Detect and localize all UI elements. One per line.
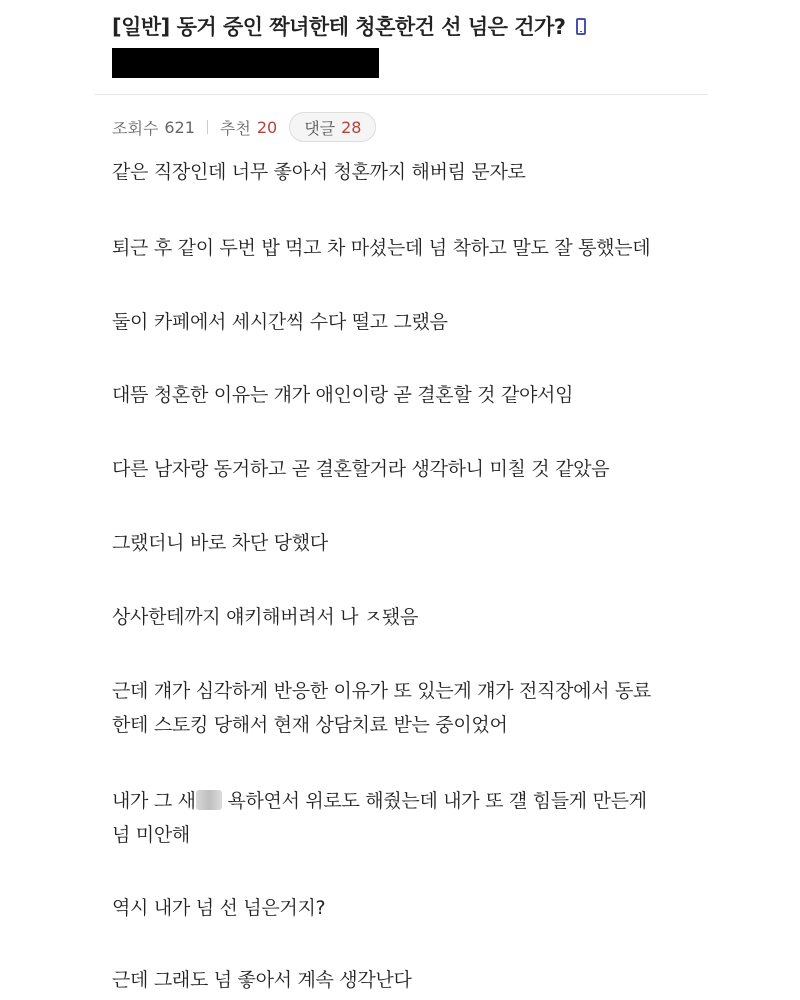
paragraph-line xyxy=(112,784,712,818)
paragraph-line: 그랬더니 바로 차단 당했다 xyxy=(112,532,328,554)
body-paragraph-5 xyxy=(112,452,712,486)
body-paragraph-10 xyxy=(112,891,712,925)
redacted-author-info xyxy=(112,48,379,78)
body-paragraph-1 xyxy=(112,155,712,189)
comments-label: 댓글 xyxy=(304,118,336,138)
body-paragraph-2 xyxy=(112,231,712,265)
post-title: [일반] 동거 중인 짝녀한테 청혼한건 선 넘은 건가? xyxy=(112,15,566,39)
recommend-label: 추천 xyxy=(219,118,251,138)
views-count: 621 xyxy=(164,117,195,137)
paragraph-line: 근데 걔가 심각하게 반응한 이유가 또 있는게 걔가 전직장에서 동료 xyxy=(112,680,652,702)
views-label: 조회수 xyxy=(112,118,159,138)
post-header xyxy=(112,8,712,44)
paragraph-line: 한테 스토킹 당해서 현재 상담치료 받는 중이었어 xyxy=(112,714,508,736)
comments-count: 28 xyxy=(341,117,362,137)
paragraph-line: 대뜸 청혼한 이유는 걔가 애인이랑 곧 결혼할 것 같야서임 xyxy=(112,384,574,406)
paragraph-line: 넘 미안해 xyxy=(112,824,190,846)
paragraph-line: 둘이 카페에서 세시간씩 수다 떨고 그랬음 xyxy=(112,311,448,333)
text-segment: 욕하연서 위로도 해줬는데 내가 또 걜 힘들게 만든게 xyxy=(221,790,647,812)
paragraph-line: 역시 내가 넘 선 넘은거지? xyxy=(112,897,326,919)
body-paragraph-11 xyxy=(112,963,712,997)
comments-button[interactable] xyxy=(289,112,376,142)
body-paragraph-7 xyxy=(112,600,712,634)
paragraph-line: 근데 그래도 넘 좋아서 계속 생각난다 xyxy=(112,969,412,991)
post-stats xyxy=(112,110,376,144)
mobile-phone-icon xyxy=(576,18,586,35)
body-paragraph-9 xyxy=(112,784,712,852)
header-divider xyxy=(94,94,708,95)
body-paragraph-6 xyxy=(112,526,712,560)
censored-blur xyxy=(196,790,222,810)
body-paragraph-3 xyxy=(112,305,712,339)
text-segment: 내가 그 새 xyxy=(112,790,196,812)
stats-separator xyxy=(207,120,208,134)
faint-date-area xyxy=(648,56,704,70)
paragraph-line: 상사한테까지 얘키해버려서 나 ㅈ됐음 xyxy=(112,606,419,628)
paragraph-line: 다른 남자랑 동거하고 곧 결혼할거라 생각하니 미칠 것 같았음 xyxy=(112,458,610,480)
paragraph-line: 같은 직장인데 너무 좋아서 청혼까지 해버림 문자로 xyxy=(112,161,526,183)
recommend-count: 20 xyxy=(256,117,278,137)
paragraph-line: 퇴근 후 같이 두번 밥 먹고 차 마셨는데 넘 착하고 말도 잘 통했는데 xyxy=(112,237,651,259)
title-row xyxy=(112,8,712,44)
body-paragraph-4 xyxy=(112,378,712,412)
body-paragraph-8 xyxy=(112,674,712,742)
